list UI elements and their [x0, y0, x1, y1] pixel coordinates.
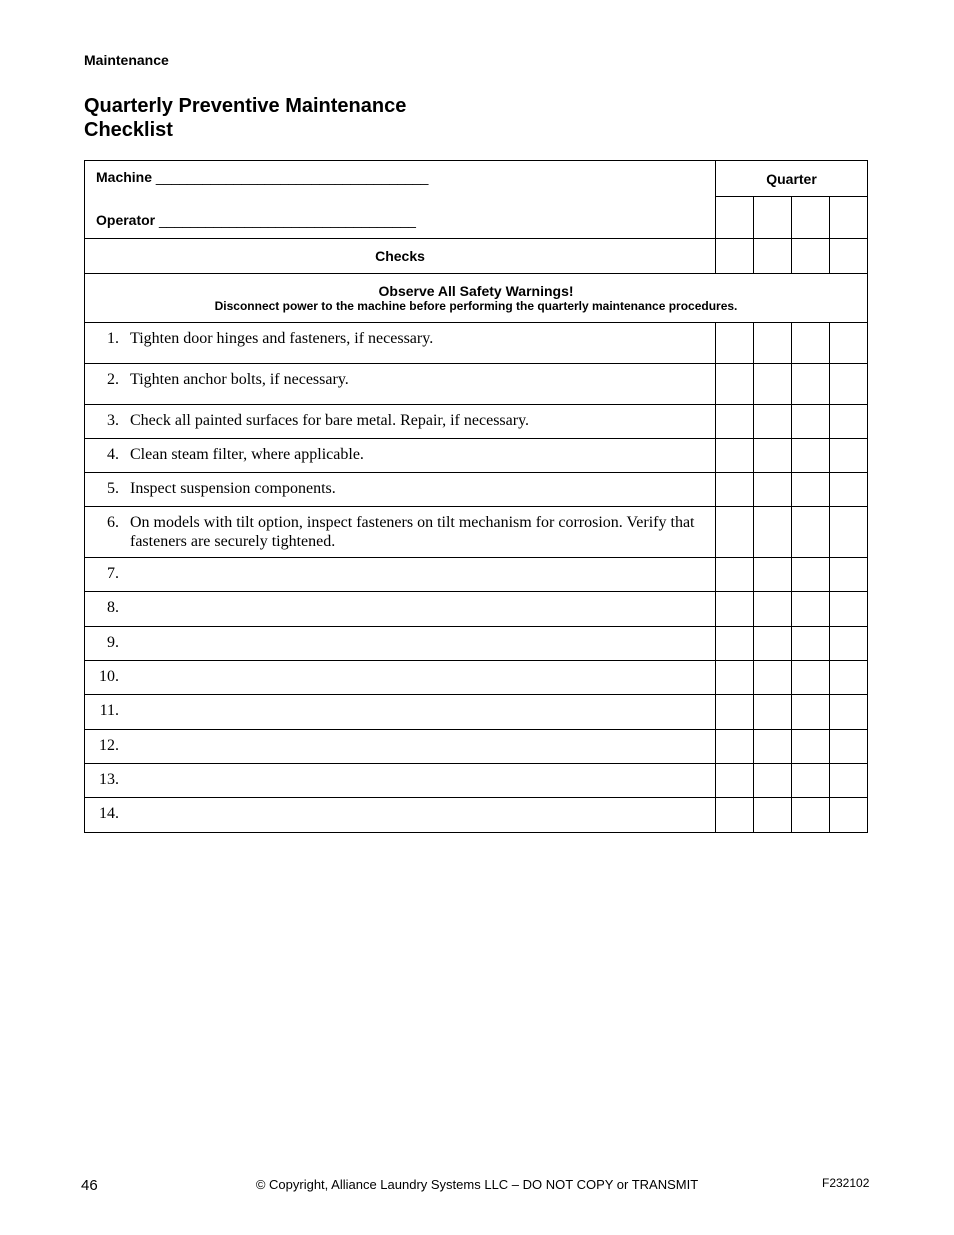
checklist-item-cell: [85, 507, 716, 558]
quarter-4-checkbox[interactable]: [830, 661, 868, 695]
checklist-row: [85, 405, 868, 439]
checklist-row: [85, 473, 868, 507]
page-title: [84, 94, 406, 142]
checklist-item-text: Tighten door hinges and fasteners, if necessary.: [130, 330, 434, 347]
checklist-row: [85, 323, 868, 364]
checklist-item-cell: [85, 798, 716, 833]
checklist-item-text: Check all painted surfaces for bare metal. Repair, if necessary.: [130, 412, 530, 429]
checklist-item-cell: [85, 439, 716, 473]
machine-label: Machine: [96, 169, 153, 185]
operator-label: Operator: [96, 212, 156, 228]
checklist-item-cell: [85, 473, 716, 507]
maintenance-checklist-table: [84, 160, 868, 833]
checks-header: Checks: [85, 239, 716, 274]
copyright-notice: © Copyright, Alliance Laundry Systems LLC – DO NOT COPY or TRANSMIT: [255, 1177, 699, 1192]
quarter-4-checkbox[interactable]: [830, 473, 868, 507]
quarter-4-checkbox[interactable]: [830, 558, 868, 592]
quarter-1-checkbox[interactable]: [716, 364, 754, 405]
quarter-1-checkbox[interactable]: [716, 798, 754, 833]
quarter-1-checkbox[interactable]: [716, 558, 754, 592]
quarter-3-checkbox[interactable]: [792, 323, 830, 364]
checklist-item-text: [130, 633, 715, 652]
checklist-row: [85, 627, 868, 661]
checklist-row: [85, 364, 868, 405]
quarter-4-checkbox[interactable]: [830, 405, 868, 439]
quarter-4-checkbox[interactable]: [830, 695, 868, 730]
quarter-2-checkbox[interactable]: [754, 364, 792, 405]
section-label: Maintenance: [84, 52, 169, 68]
quarter-3-checkbox[interactable]: [792, 627, 830, 661]
safety-warning-text: Disconnect power to the machine before performing the quarterly maintenance procedures.: [214, 298, 738, 313]
checklist-item-text: [130, 804, 715, 823]
quarter-1-checkbox[interactable]: [716, 695, 754, 730]
quarter-2-checkbox[interactable]: [754, 558, 792, 592]
checklist-row: [85, 730, 868, 764]
quarter-4-checkbox[interactable]: [830, 507, 868, 558]
checklist-item-cell: [85, 405, 716, 439]
checklist-item-text: [130, 736, 715, 755]
quarter-1-checkbox[interactable]: [716, 405, 754, 439]
checklist-item-cell: [85, 695, 716, 730]
quarter-3-checkbox[interactable]: [792, 661, 830, 695]
checklist-item-text: On models with tilt option, inspect fasteners on tilt mechanism for corrosion. Verify that fasteners are securely tightened.: [130, 514, 695, 550]
quarter-1-checkbox[interactable]: [716, 507, 754, 558]
quarter-2-checkbox[interactable]: [754, 798, 792, 833]
checklist-item-cell: [85, 764, 716, 798]
quarter-1-header-box[interactable]: [716, 197, 754, 239]
quarter-3-checkbox[interactable]: [792, 405, 830, 439]
quarter-4-checkbox[interactable]: [830, 364, 868, 405]
checklist-item-number: 3.: [107, 412, 119, 429]
operator-blank-line: _________________________________: [159, 212, 416, 228]
checklist-row: [85, 558, 868, 592]
quarter-2-checkbox[interactable]: [754, 507, 792, 558]
operator-field[interactable]: [96, 212, 416, 228]
quarter-3-checkbox[interactable]: [792, 507, 830, 558]
checklist-item-text: Tighten anchor bolts, if necessary.: [130, 371, 349, 388]
checklist-item-cell: [85, 364, 716, 405]
quarter-1-checkbox[interactable]: [716, 439, 754, 473]
quarter-2-checkbox[interactable]: [754, 323, 792, 364]
checklist-row: [85, 798, 868, 833]
page-title-line2: Checklist: [84, 119, 173, 141]
page-number: 46: [81, 1177, 98, 1194]
quarter-4-header-box[interactable]: [830, 197, 868, 239]
document-id: F232102: [822, 1176, 870, 1190]
quarter-1-checkbox[interactable]: [716, 730, 754, 764]
quarter-2-checkbox[interactable]: [754, 764, 792, 798]
quarter-1-checkbox[interactable]: [716, 592, 754, 627]
quarter-4-checkbox[interactable]: [830, 627, 868, 661]
checklist-item-number: 6.: [107, 514, 119, 531]
machine-blank-line: ___________________________________: [155, 169, 429, 185]
checklist-item-number: 9.: [107, 634, 119, 651]
checklist-item-number: 10.: [99, 668, 119, 685]
quarter-2-checkbox[interactable]: [754, 627, 792, 661]
checklist-row: [85, 439, 868, 473]
safety-warning: [85, 274, 868, 323]
checklist-item-text: [130, 667, 715, 686]
quarter-1-checkbox[interactable]: [716, 627, 754, 661]
quarter-2-checkbox[interactable]: [754, 730, 792, 764]
checklist-item-text: [130, 564, 715, 583]
checklist-item-cell: [85, 558, 716, 592]
safety-warning-title: Observe All Safety Warnings!: [378, 282, 574, 299]
checklist-item-text: [130, 701, 715, 720]
quarter-1-checkbox[interactable]: [716, 323, 754, 364]
checks-quarter-2-box: [754, 239, 792, 274]
checklist-item-text: [130, 598, 715, 617]
quarter-4-checkbox[interactable]: [830, 439, 868, 473]
quarter-3-checkbox[interactable]: [792, 798, 830, 833]
quarter-3-checkbox[interactable]: [792, 473, 830, 507]
checklist-row: [85, 507, 868, 558]
quarter-2-checkbox[interactable]: [754, 473, 792, 507]
checklist-item-text: [130, 770, 715, 789]
machine-operator-cell: [85, 161, 716, 239]
checklist-item-text: Inspect suspension components.: [130, 480, 336, 497]
quarter-4-checkbox[interactable]: [830, 764, 868, 798]
quarter-3-checkbox[interactable]: [792, 558, 830, 592]
quarter-3-checkbox[interactable]: [792, 364, 830, 405]
checklist-item-number: 1.: [107, 330, 119, 347]
checklist-item-cell: [85, 592, 716, 627]
checklist-item-number: 11.: [99, 702, 119, 719]
quarter-2-header-box[interactable]: [754, 197, 792, 239]
quarter-4-checkbox[interactable]: [830, 592, 868, 627]
quarter-1-checkbox[interactable]: [716, 661, 754, 695]
checklist-item-number: 13.: [99, 771, 119, 788]
checklist-row: [85, 592, 868, 627]
quarter-2-checkbox[interactable]: [754, 661, 792, 695]
quarter-3-header-box[interactable]: [792, 197, 830, 239]
checks-quarter-1-box: [716, 239, 754, 274]
checklist-item-number: 8.: [107, 599, 119, 616]
quarter-header: Quarter: [716, 161, 868, 197]
checklist-item-number: 5.: [107, 480, 119, 497]
page-title-line1: Quarterly Preventive Maintenance: [84, 95, 407, 117]
checklist-row: [85, 764, 868, 798]
checklist-item-cell: [85, 323, 716, 364]
quarter-3-checkbox[interactable]: [792, 695, 830, 730]
machine-field[interactable]: [96, 169, 428, 185]
checklist-item-cell: [85, 627, 716, 661]
checklist-row: [85, 695, 868, 730]
quarter-2-checkbox[interactable]: [754, 695, 792, 730]
quarter-4-checkbox[interactable]: [830, 730, 868, 764]
quarter-3-checkbox[interactable]: [792, 730, 830, 764]
quarter-4-checkbox[interactable]: [830, 323, 868, 364]
quarter-3-checkbox[interactable]: [792, 592, 830, 627]
checklist-item-number: 14.: [99, 805, 119, 822]
checklist-item-cell: [85, 730, 716, 764]
checklist-item-number: 12.: [99, 737, 119, 754]
checklist-item-number: 4.: [107, 446, 119, 463]
quarter-2-checkbox[interactable]: [754, 405, 792, 439]
checklist-item-cell: [85, 661, 716, 695]
checklist-item-text: Clean steam filter, where applicable.: [130, 446, 364, 463]
checklist-item-number: 7.: [107, 565, 119, 582]
quarter-2-checkbox[interactable]: [754, 439, 792, 473]
quarter-1-checkbox[interactable]: [716, 473, 754, 507]
checklist-row: [85, 661, 868, 695]
quarter-1-checkbox[interactable]: [716, 764, 754, 798]
checklist-item-number: 2.: [107, 371, 119, 388]
quarter-3-checkbox[interactable]: [792, 764, 830, 798]
quarter-3-checkbox[interactable]: [792, 439, 830, 473]
checks-quarter-3-box: [792, 239, 830, 274]
checks-quarter-4-box: [830, 239, 868, 274]
quarter-4-checkbox[interactable]: [830, 798, 868, 833]
quarter-2-checkbox[interactable]: [754, 592, 792, 627]
